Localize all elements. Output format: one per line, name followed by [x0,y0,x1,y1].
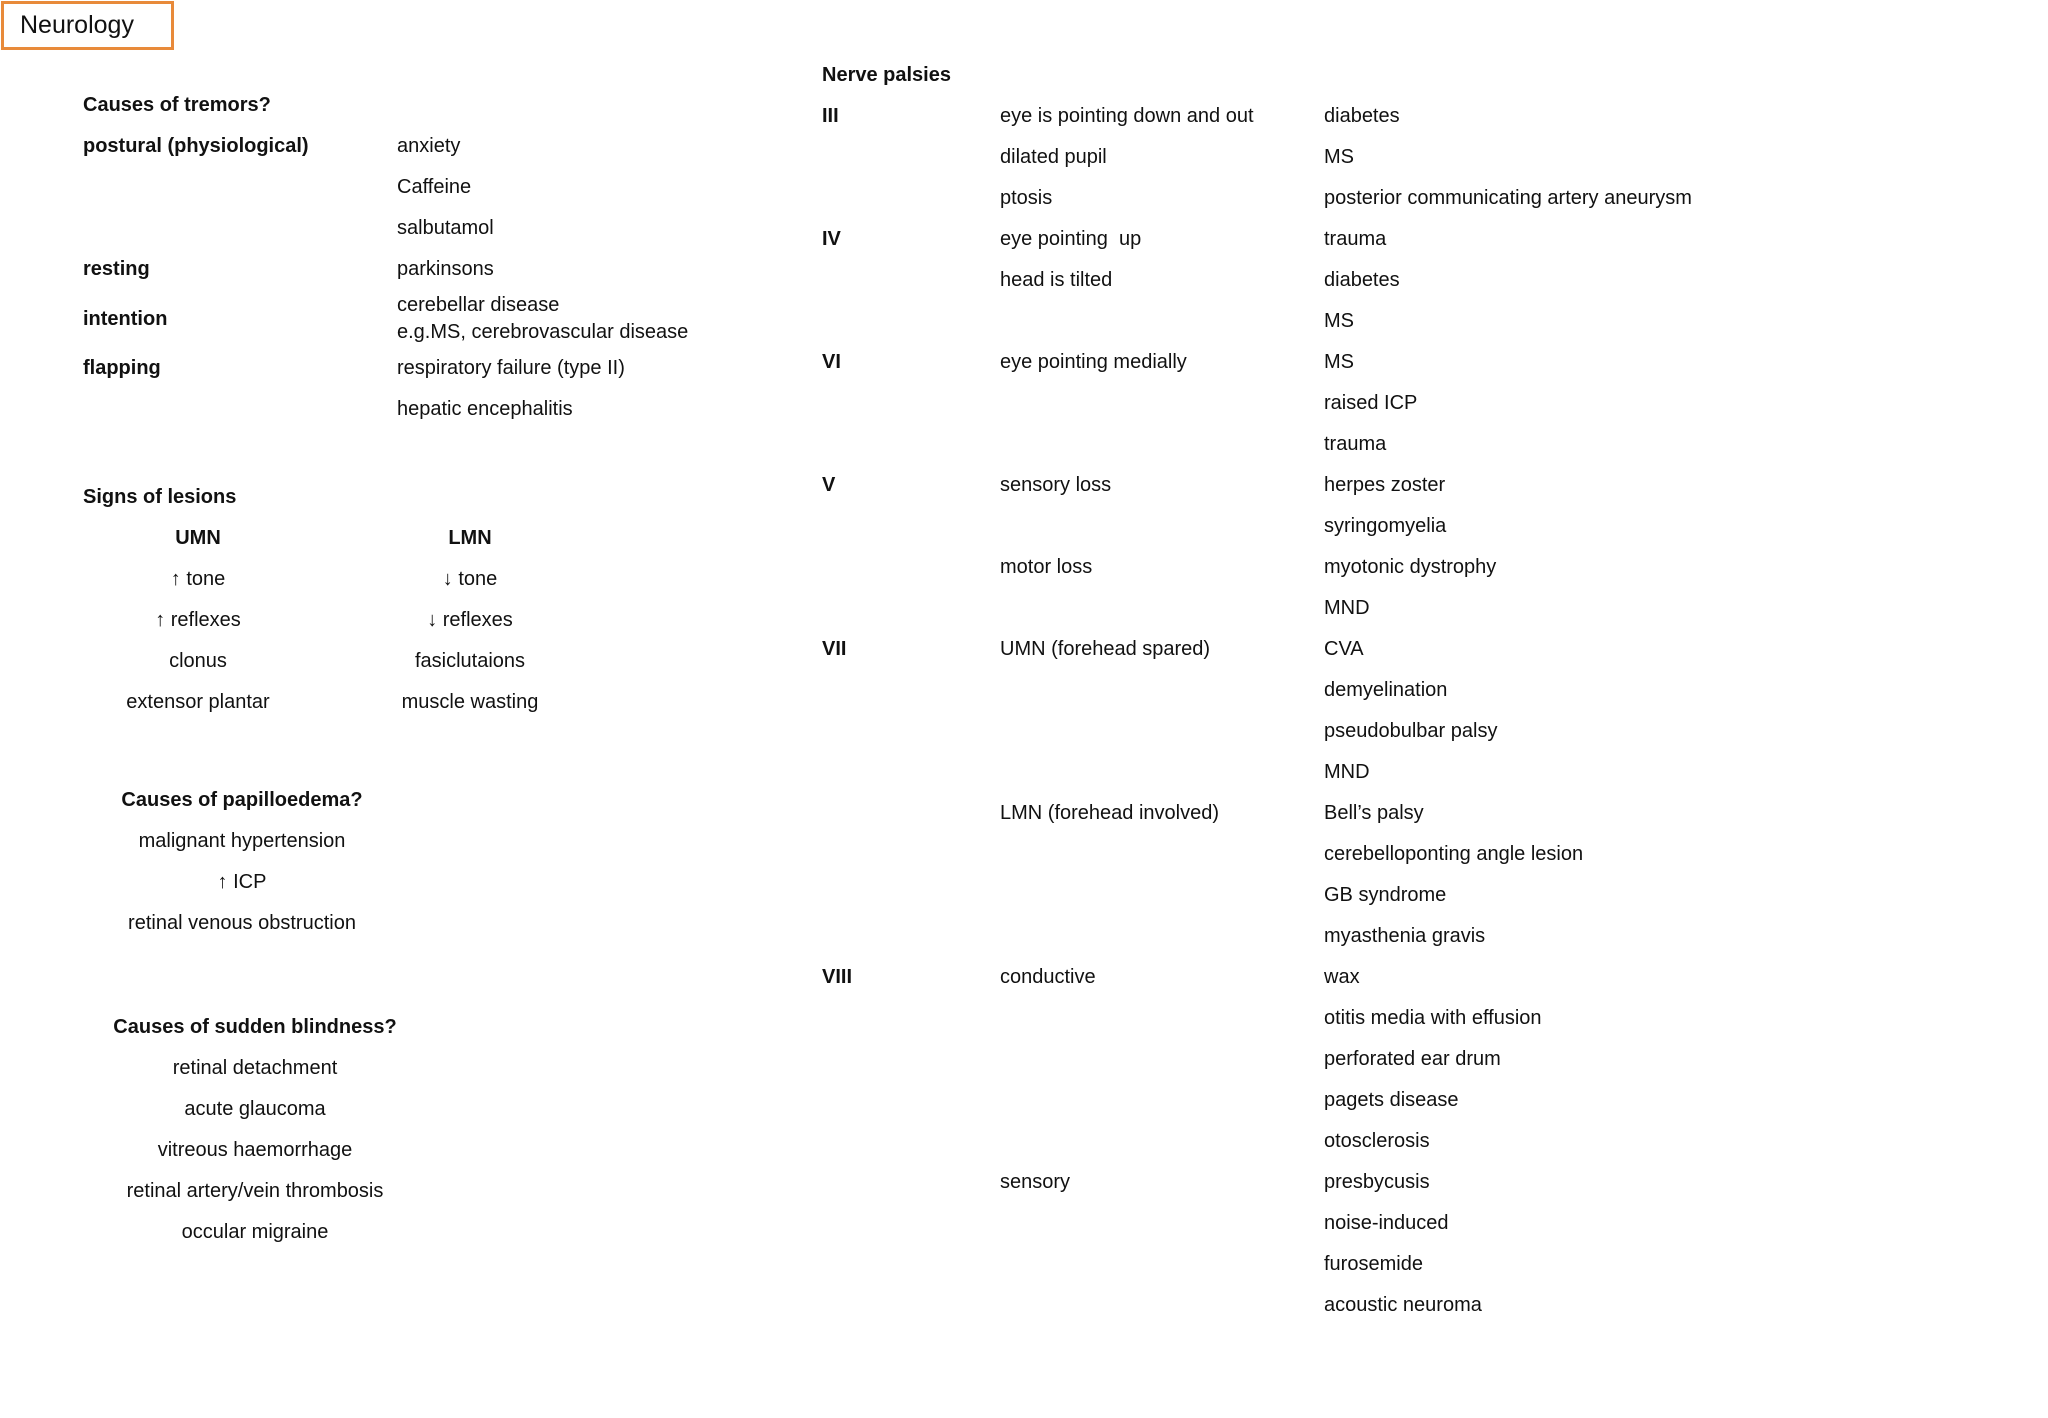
tremors-heading: Causes of tremors? [83,94,271,116]
lmn-sign: ↓ reflexes [427,609,513,631]
nerve-sign: sensory [1000,1171,1071,1193]
nerve-cause: cerebelloponting angle lesion [1324,843,1584,865]
blindness-cause: retinal detachment [172,1057,338,1079]
nerve-sign: eye pointing up [1000,228,1142,250]
tremor-cause: cerebellar disease [397,294,560,316]
nerve-name: IV [822,228,841,250]
blindness-cause: acute glaucoma [184,1098,326,1120]
nerve-cause: MS [1324,351,1354,373]
nerve-cause: raised ICP [1324,392,1418,414]
nerve-cause: trauma [1324,433,1387,455]
nerve-sign: LMN (forehead involved) [1000,802,1219,824]
papilloedema-cause: retinal venous obstruction [128,912,356,934]
nerve-cause: noise-induced [1324,1212,1449,1234]
nerve-sign: eye pointing medially [1000,351,1187,373]
blindness-cause: vitreous haemorrhage [157,1139,353,1161]
umn-sign: clonus [169,650,227,672]
nerve-sign: head is tilted [1000,269,1113,291]
nerve-cause: herpes zoster [1324,474,1446,496]
tremor-cause: respiratory failure (type II) [397,357,625,379]
nerve-cause: furosemide [1324,1253,1423,1275]
tremor-cause: hepatic encephalitis [397,398,573,420]
umn-sign: ↑ reflexes [155,609,241,631]
nerve-cause: perforated ear drum [1324,1048,1501,1070]
nerve-cause: pseudobulbar palsy [1324,720,1498,742]
tremor-cause: e.g.MS, cerebrovascular disease [397,321,689,343]
nerve-cause: pagets disease [1324,1089,1459,1111]
lmn-header: LMN [448,527,492,549]
nerve-cause: MS [1324,146,1354,168]
tremor-cause: Caffeine [397,176,472,198]
nerve-cause: Bell’s palsy [1324,802,1424,824]
nerve-cause: syringomyelia [1324,515,1447,537]
tremor-type-label: intention [83,308,168,330]
nerve-cause: otitis media with effusion [1324,1007,1542,1029]
tremor-type-label: flapping [83,357,161,379]
nerve-cause: wax [1324,966,1360,988]
nerve-cause: myasthenia gravis [1324,925,1486,947]
tremor-cause: salbutamol [397,217,494,239]
nerve-name: VIII [822,966,853,988]
nerve-sign: eye is pointing down and out [1000,105,1254,127]
blindness-cause: retinal artery/vein thrombosis [126,1180,384,1202]
papilloedema-cause: ↑ ICP [217,871,267,893]
lmn-sign: fasiclutaions [414,650,526,672]
nerve-cause: MND [1324,761,1370,783]
nerve-cause: diabetes [1324,269,1400,291]
nerve-cause: presbycusis [1324,1171,1430,1193]
nerve-cause: MS [1324,310,1354,332]
nerve-cause: MND [1324,597,1370,619]
nerve-sign: motor loss [1000,556,1093,578]
tremor-cause: anxiety [397,135,461,157]
umn-sign: extensor plantar [126,691,270,713]
umn-header: UMN [175,527,221,549]
nerve-cause: posterior communicating artery aneurysm [1324,187,1692,209]
nerve-sign: ptosis [1000,187,1053,209]
nerve-cause: myotonic dystrophy [1324,556,1497,578]
nerve-cause: otosclerosis [1324,1130,1430,1152]
nerve-cause: CVA [1324,638,1364,660]
umn-sign: ↑ tone [170,568,226,590]
lesions-heading: Signs of lesions [83,486,237,508]
tremor-type-label: postural (physiological) [83,135,309,157]
nerve-name: VII [822,638,847,660]
tremor-cause: parkinsons [397,258,494,280]
nerve-name: VI [822,351,841,373]
nerve-cause: GB syndrome [1324,884,1447,906]
nerve-cause: demyelination [1324,679,1448,701]
nerve-sign: dilated pupil [1000,146,1107,168]
papilloedema-cause: malignant hypertension [138,830,346,852]
nerve-name: V [822,474,836,496]
nerve-sign: conductive [1000,966,1096,988]
tremor-type-label: resting [83,258,150,280]
nerve-cause: trauma [1324,228,1387,250]
nerve-cause: acoustic neuroma [1324,1294,1482,1316]
blindness-heading: Causes of sudden blindness? [113,1016,397,1038]
lmn-sign: ↓ tone [442,568,498,590]
blindness-cause: occular migraine [181,1221,329,1243]
nerve-cause: diabetes [1324,105,1400,127]
page-title: Neurology [1,1,174,50]
nerve-sign: UMN (forehead spared) [1000,638,1211,660]
nerve-name: III [822,105,839,127]
lmn-sign: muscle wasting [401,691,539,713]
papilloedema-heading: Causes of papilloedema? [121,789,363,811]
nerve-sign: sensory loss [1000,474,1112,496]
nerve-palsies-heading: Nerve palsies [822,64,951,86]
